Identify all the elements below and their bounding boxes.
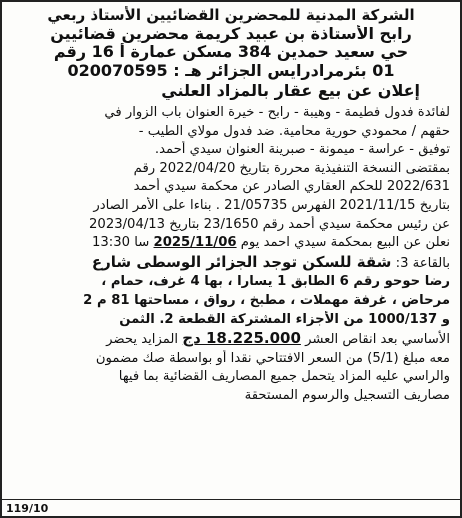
sale-location-text: نعلن عن البيع بمحكمة سيدي احمد يوم bbox=[240, 235, 450, 251]
body-line-1: لفائدة فدول فطيمة - وهيبة - رابح - خيرة العنوان باب الزوار في bbox=[104, 105, 450, 120]
notice-header bbox=[12, 6, 450, 80]
body-line-9 bbox=[12, 253, 450, 274]
hall-number: بالقاعة 3: bbox=[395, 255, 450, 271]
body-line-6: بتاريخ 2021/11/15 الفهرس 21/05735 . بناءا على الأمر الصادر bbox=[93, 197, 450, 213]
body-line-7: عن رئيس محكمة سيدي أحمد رقم 23/1650 بتاريخ 2023/04/13 bbox=[89, 216, 450, 232]
sale-time: سا 13:30 bbox=[92, 235, 150, 251]
body-line-12: و 1000/137 من الأجزاء المشتركة القطعة 2. الثمن bbox=[119, 311, 450, 327]
base-price: 18.225.000 دج bbox=[182, 329, 301, 348]
body-line-13 bbox=[12, 329, 450, 350]
header-line-3: حي سعيد حمدين 384 مسكن عمارة أ 16 رقم bbox=[53, 43, 409, 61]
body-line-5: 2022/631 للحكم العقاري الصادر عن محكمة سيدي أحمد bbox=[133, 179, 450, 195]
body-line-10: رضا حوحو رقم 6 الطابق 1 يسارا ، بها 4 غرف، حمام ، bbox=[101, 274, 450, 290]
reference-number: 119/10 bbox=[6, 502, 49, 515]
body-line-15: والراسي عليه المزاد يتحمل جميع المصاريف القضائية بما فيها bbox=[118, 369, 450, 385]
body-line-3: توفيق - عراسة - ميمونة - صبرينة العنوان سيدي أحمد. bbox=[154, 142, 450, 158]
property-description: شقة للسكن توجد الجزائر الوسطى شارع bbox=[91, 252, 392, 271]
body-line-4: بمقتضى النسخة التنفيذية محررة بتاريخ 2022/04/20 رقم bbox=[133, 160, 450, 176]
notice-title: إعلان عن بيع عقار بالمزاد العلني bbox=[161, 81, 420, 100]
body-line-8 bbox=[12, 234, 450, 253]
header-line-4: 01 بئرمرادرايس الجزائر هـ : 020070595 bbox=[67, 61, 395, 80]
notice-footer bbox=[2, 499, 460, 516]
notice-body bbox=[12, 104, 450, 406]
header-line-2: رابح الأستاذة بن عبيد كريمة محضرين قضائيين bbox=[50, 24, 412, 43]
body-line-14: معه مبلغ (5/1) من السعر الافتتاحي نقدا أو بواسطة صك مضمون bbox=[95, 350, 450, 366]
body-line-2: حقهم / محمودي حورية محامية. ضد فدول مولاي الطيب - bbox=[138, 123, 450, 139]
body-line-11: مرحاض ، غرفة مهملات ، مطبخ ، رواق ، مساحتها 81 م 2 bbox=[83, 292, 450, 308]
body-line-16: مصاريف التسجيل والرسوم المستحقة bbox=[244, 387, 450, 403]
sale-date: 2025/11/06 bbox=[153, 235, 237, 251]
header-line-1: الشركة المدنية للمحضرين القضائيين الأستاذ ربعي bbox=[47, 6, 415, 24]
base-price-label: الأساسي بعد انقاص العشر bbox=[305, 332, 450, 348]
bidder-note: المزايد يحضر bbox=[106, 332, 179, 348]
